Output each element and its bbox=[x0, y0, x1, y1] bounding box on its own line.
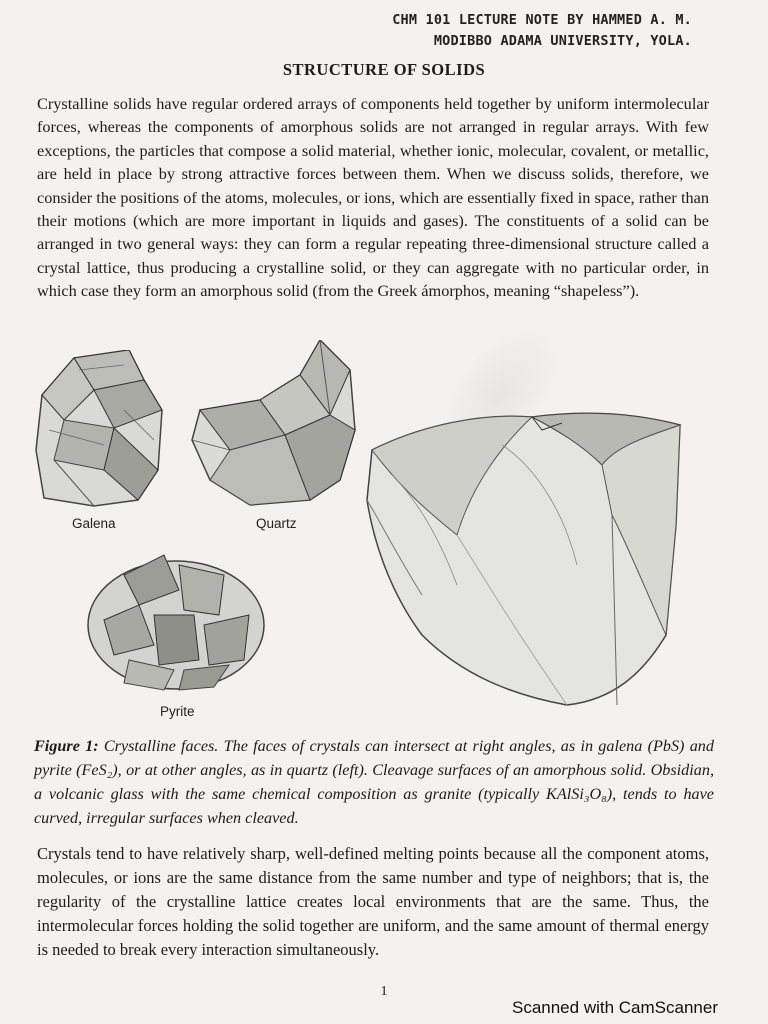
pyrite-label: Pyrite bbox=[160, 704, 195, 719]
header-course-line: CHM 101 LECTURE NOTE BY HAMMED A. M. bbox=[392, 12, 692, 28]
document-header bbox=[272, 10, 692, 52]
scanner-watermark-text: Scanned with CamScanner bbox=[511, 998, 718, 1017]
caption-text: Crystalline faces. The faces of crystals can intersect at right angles, as in galena (PbS) and pyrite (FeS₂), or at other angles, as in quartz (left). Cleavage surfaces of an amorphous solid. Obsidian, a volcanic glass with the same chemical composition as granite (typically KAlSi₃O₈), tends to have curved, irregular surfaces when cleaved. bbox=[34, 737, 714, 827]
page-number: 1 bbox=[380, 984, 388, 999]
melting-points-paragraph: Crystals tend to have relatively sharp, well-defined melting points because all the component atoms, molecules, or ions are the same distance from the same number and type of neighbors; that is, the regularity of the crystalline lattice creates local environments that are the same. Thus, the intermolecular forces holding the solid together are uniform, and the same amount of thermal energy is needed to break every interaction simultaneously. bbox=[37, 844, 709, 959]
obsidian-image bbox=[362, 405, 682, 715]
quartz-image bbox=[190, 340, 360, 510]
galena-label: Galena bbox=[72, 516, 116, 531]
galena-image bbox=[34, 350, 166, 510]
figure-caption bbox=[34, 734, 714, 830]
intro-paragraph: Crystalline solids have regular ordered arrays of components held together by uniform intermolecular forces, whereas the components of amorphous solids are not arranged in regular arrays. With few exceptions, the particles that compose a solid material, whether ionic, molecular, covalent, or metallic, are held in place by strong attractive forces between them. When we discuss solids, therefore, we consider the positions of the atoms, molecules, or ions, which are essentially fixed in space, rather than their motions (which are more important in liquids and gases). The constituents of a solid can be arranged in two general ways: they can form a regular repeating three-dimensional structure called a crystal lattice, thus producing a crystalline solid, or they can aggregate with no particular order, in which case they form an amorphous solid (from the Greek ámorphos, meaning “shapeless”). bbox=[37, 94, 709, 301]
header-university-line: MODIBBO ADAMA UNIVERSITY, YOLA. bbox=[433, 33, 692, 49]
page-title: STRUCTURE OF SOLIDS bbox=[282, 60, 486, 79]
quartz-label: Quartz bbox=[256, 516, 297, 531]
pyrite-image bbox=[84, 545, 268, 697]
caption-lead: Figure 1: bbox=[34, 737, 99, 755]
